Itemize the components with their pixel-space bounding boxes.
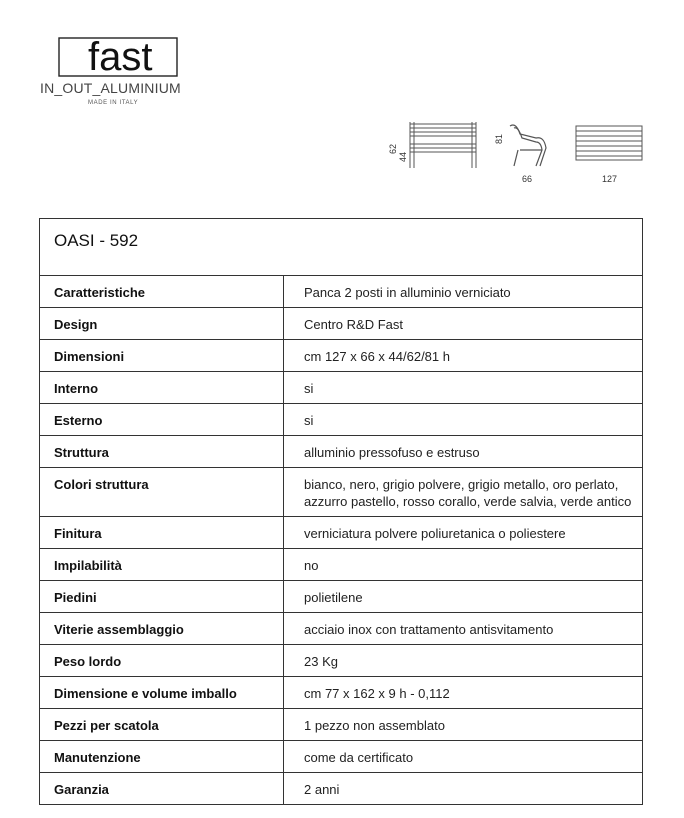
- spec-row: [40, 613, 642, 645]
- spec-sheet: [39, 218, 643, 805]
- spec-row: [40, 741, 642, 773]
- logo-made-in: MADE IN ITALY: [88, 100, 139, 106]
- spec-value: alluminio pressofuso e estruso: [284, 436, 643, 468]
- spec-label: Pezzi per scatola: [40, 709, 284, 741]
- product-drawings: [380, 116, 660, 186]
- spec-row: [40, 581, 642, 613]
- spec-label: Dimensione e volume imballo: [40, 677, 284, 709]
- spec-label: Manutenzione: [40, 741, 284, 773]
- spec-row: [40, 645, 642, 677]
- spec-row: [40, 340, 642, 372]
- front-view-drawing: [406, 120, 482, 170]
- spec-value: Panca 2 posti in alluminio verniciato: [304, 285, 511, 300]
- spec-value: 2 anni: [284, 773, 643, 805]
- spec-label: Design: [40, 308, 284, 340]
- spec-label: Esterno: [40, 404, 284, 436]
- spec-table: [40, 276, 642, 804]
- spec-value: come da certificato: [284, 741, 643, 773]
- spec-value: Centro R&D Fast: [284, 308, 643, 340]
- spec-value: cm 127 x 66 x 44/62/81 h: [284, 340, 643, 372]
- spec-row: [40, 517, 642, 549]
- spec-label: Caratteristiche: [40, 276, 284, 308]
- spec-label: Viterie assemblaggio: [40, 613, 284, 645]
- spec-value: cm 77 x 162 x 9 h - 0,112: [284, 677, 643, 709]
- front-seat-height-dim: 44: [398, 152, 408, 163]
- spec-label: Colori struttura: [40, 468, 284, 517]
- spec-label: Garanzia: [40, 773, 284, 805]
- top-view-drawing: [574, 124, 644, 164]
- side-depth-dim: 66: [522, 174, 533, 184]
- spec-label: Impilabilità: [40, 549, 284, 581]
- spec-label: Dimensioni: [40, 340, 284, 372]
- spec-value: acciaio inox con trattamento antisvitamento: [284, 613, 643, 645]
- spec-value: polietilene: [284, 581, 643, 613]
- spec-row: [40, 372, 642, 404]
- spec-value: bianco, nero, grigio polvere, grigio metallo, oro perlato, azzurro pastello, rosso corallo, verde salvia, verde antico: [284, 468, 643, 517]
- spec-value: no: [284, 549, 643, 581]
- spec-label: Struttura: [40, 436, 284, 468]
- product-title: OASI - 592: [54, 231, 139, 250]
- brand-logo: [40, 32, 200, 112]
- title-row: [40, 219, 642, 276]
- spec-value: si: [284, 372, 643, 404]
- spec-value: si: [284, 404, 643, 436]
- logo-wordmark: fast: [88, 35, 153, 78]
- spec-row: [40, 549, 642, 581]
- spec-row: [40, 773, 642, 805]
- spec-row: [40, 677, 642, 709]
- spec-row: [40, 709, 642, 741]
- logo-tagline: IN_OUT_ALUMINIUM: [40, 80, 181, 96]
- front-height-dim: 62: [388, 144, 398, 155]
- spec-row: [40, 436, 642, 468]
- top-width-dim: 127: [602, 174, 618, 184]
- spec-value: 1 pezzo non assemblato: [284, 709, 643, 741]
- spec-label: Finitura: [40, 517, 284, 549]
- fast-wordmark-logo: [58, 32, 183, 78]
- spec-value: verniciatura polvere poliuretanica o poliestere: [284, 517, 643, 549]
- spec-row: [40, 404, 642, 436]
- spec-label: Piedini: [40, 581, 284, 613]
- spec-row: [40, 468, 642, 517]
- spec-label: Interno: [40, 372, 284, 404]
- spec-row: [40, 276, 642, 308]
- spec-label: Peso lordo: [40, 645, 284, 677]
- side-view-drawing: [506, 120, 550, 170]
- spec-row: [40, 308, 642, 340]
- side-height-dim: 81: [494, 134, 504, 145]
- spec-value: 23 Kg: [284, 645, 643, 677]
